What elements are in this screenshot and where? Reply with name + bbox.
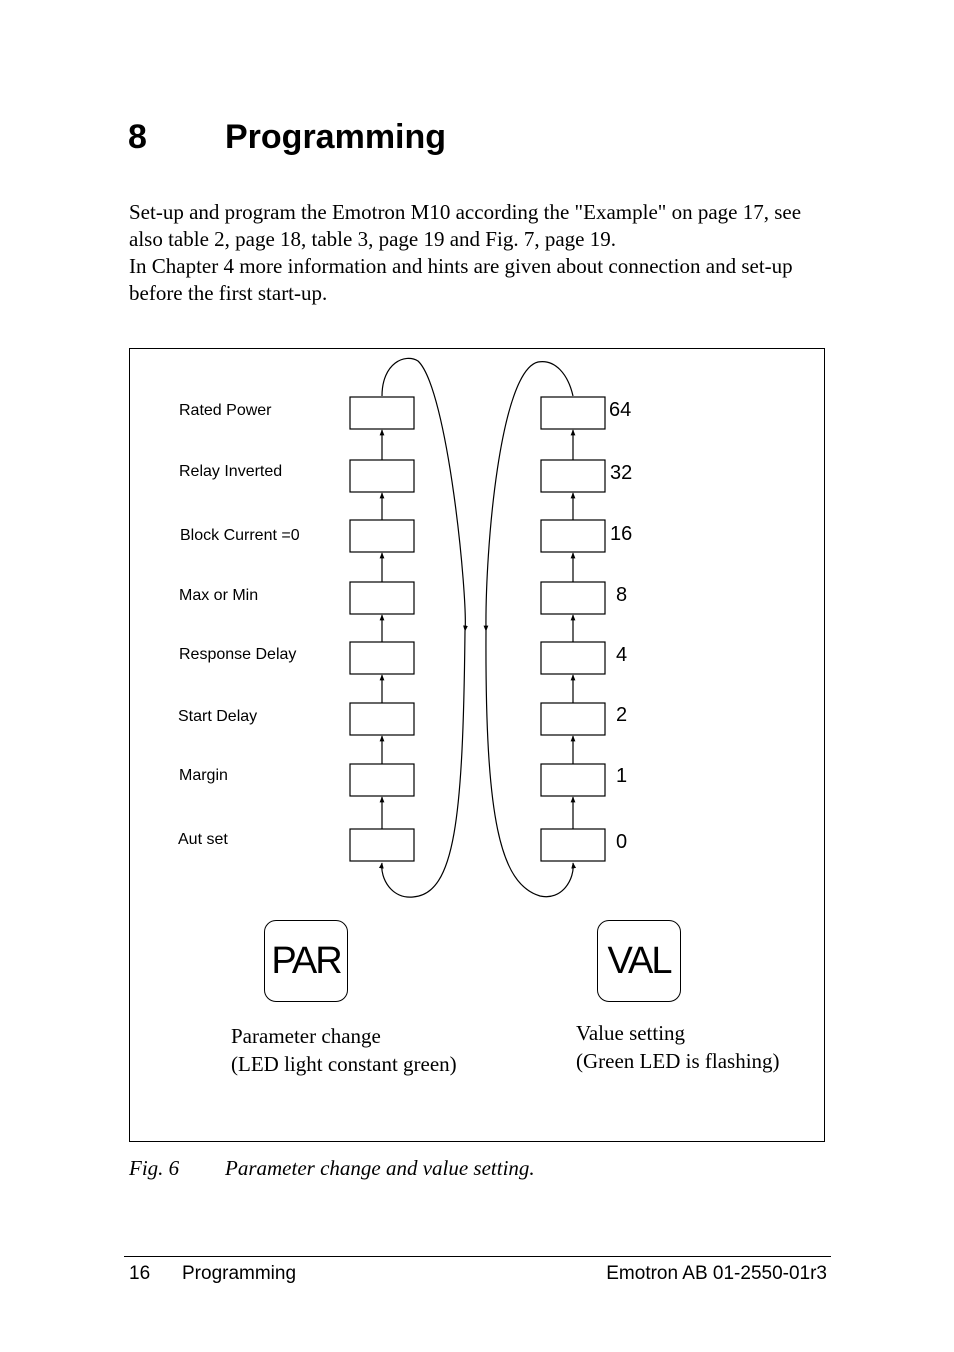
- footer-section: Programming: [182, 1263, 297, 1284]
- value-display-box-2: [541, 460, 605, 492]
- figure-6-frame: [129, 348, 825, 1142]
- caption-title: Parameter change and value setting.: [225, 1156, 535, 1180]
- param-loop-top-curve: [382, 358, 465, 631]
- value-loop-top-curve: [486, 362, 573, 631]
- param-label-start-delay: Start Delay: [178, 708, 258, 725]
- param-label-aut-set: Aut set: [178, 831, 228, 848]
- param-display-box-1: [350, 397, 414, 429]
- value-display-box-1: [541, 397, 605, 429]
- param-display-box-6: [350, 703, 414, 735]
- par-description-line-2: (LED light constant green): [231, 1052, 457, 1076]
- chapter-title: Programming: [225, 118, 447, 156]
- param-label-response-delay: Response Delay: [179, 646, 297, 663]
- param-display-box-5: [350, 642, 414, 674]
- par-key-button[interactable]: PAR: [264, 920, 348, 1002]
- value-display-box-8: [541, 829, 605, 861]
- value-label-1: 1: [616, 765, 628, 787]
- val-key-button[interactable]: VAL: [597, 920, 681, 1002]
- value-label-32: 32: [610, 462, 633, 484]
- figure-caption: [129, 1156, 535, 1181]
- val-description-line-1: Value setting: [576, 1021, 686, 1045]
- intro-text: [129, 199, 829, 307]
- footer-page-number: 16: [129, 1263, 151, 1284]
- intro-paragraph-1: Set-up and program the Emotron M10 according the "Example" on page 17, see also table 2, page 18, table 3, page 19 and Fig. 7, page 19.: [129, 200, 802, 251]
- param-label-max-or-min: Max or Min: [179, 587, 259, 604]
- value-display-box-5: [541, 642, 605, 674]
- value-display-box-3: [541, 520, 605, 552]
- footer-rule: [124, 1256, 831, 1257]
- intro-paragraph-2: In Chapter 4 more information and hints are given about connection and set-up before the first start-up.: [129, 254, 793, 305]
- value-label-8: 8: [616, 584, 628, 606]
- value-display-box-7: [541, 764, 605, 796]
- param-display-box-7: [350, 764, 414, 796]
- value-label-16: 16: [610, 523, 633, 545]
- param-display-box-2: [350, 460, 414, 492]
- par-description-line-1: Parameter change: [231, 1024, 381, 1048]
- value-label-2: 2: [616, 704, 628, 726]
- val-key-description: [576, 1019, 780, 1075]
- param-label-relay-inverted: Relay Inverted: [179, 463, 283, 480]
- value-label-4: 4: [616, 644, 628, 666]
- value-display-box-4: [541, 582, 605, 614]
- param-label-block-current: Block Current =0: [180, 527, 300, 544]
- param-label-rated-power: Rated Power: [179, 402, 272, 419]
- chapter-number: 8: [128, 118, 147, 156]
- param-display-box-3: [350, 520, 414, 552]
- value-display-box-6: [541, 703, 605, 735]
- par-key-description: [231, 1022, 457, 1078]
- param-label-margin: Margin: [179, 767, 228, 784]
- param-display-box-4: [350, 582, 414, 614]
- val-description-line-2: (Green LED is flashing): [576, 1049, 780, 1073]
- caption-label: Fig. 6: [129, 1156, 180, 1180]
- value-label-64: 64: [609, 399, 632, 421]
- footer-doc-ref: Emotron AB 01-2550-01r3: [606, 1263, 827, 1284]
- value-label-0: 0: [616, 831, 628, 853]
- param-display-box-8: [350, 829, 414, 861]
